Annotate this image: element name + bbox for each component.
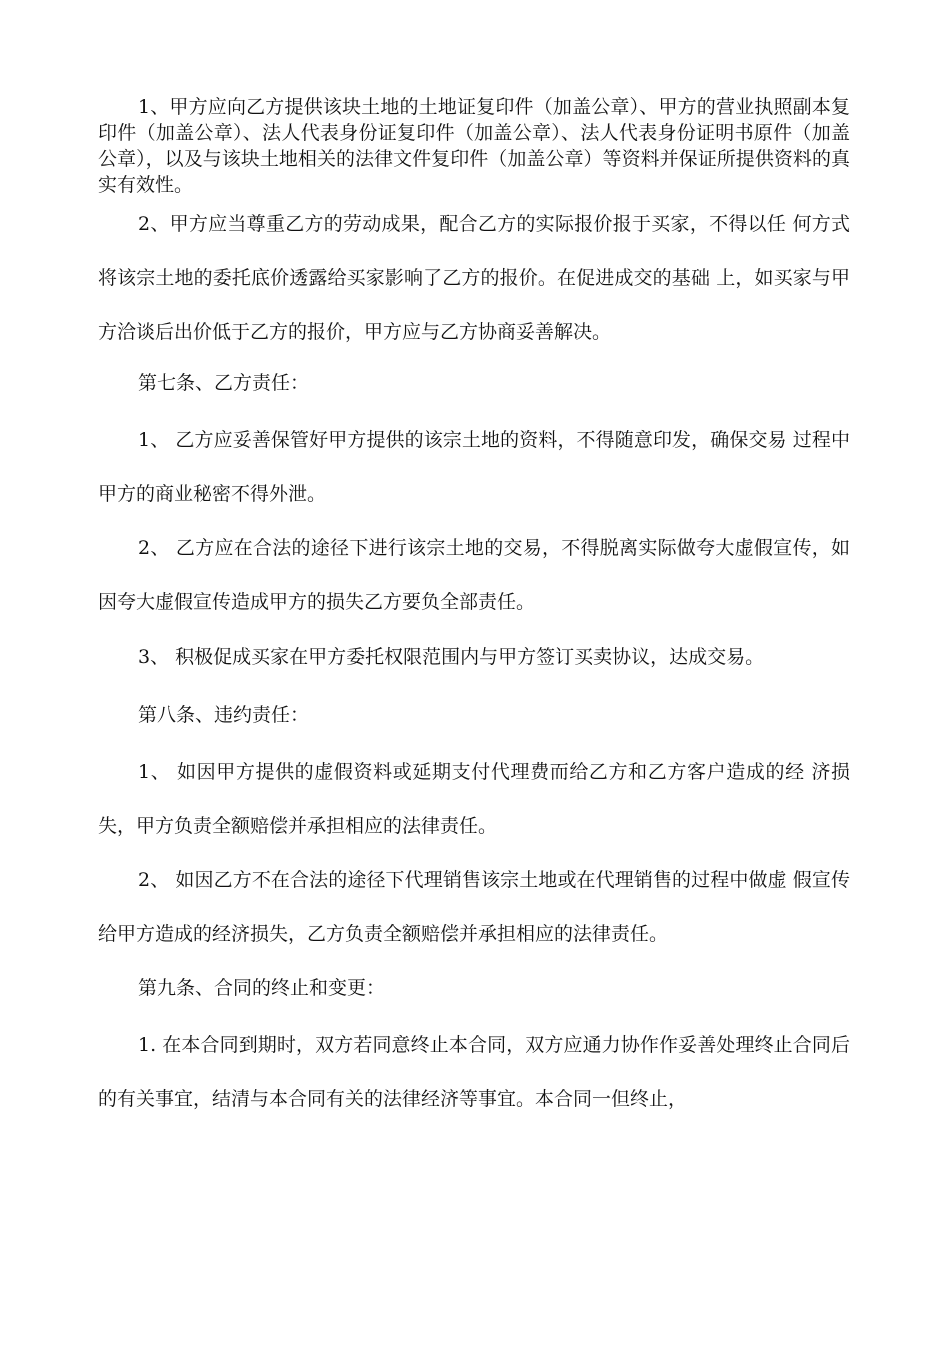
section-heading-article-9 [98,975,850,1001]
paragraph-text: 1. 在本合同到期时，双方若同意终止本合同，双方应通力协作作妥善处理终止合同后的有关事宜，结清与本合同有关的法律经济等事宜。本合同一但终止， [98,1034,850,1110]
paragraph-breach-party-a [98,745,850,853]
paragraph-party-b-safekeeping [98,413,850,521]
paragraph-text: 2、 乙方应在合法的途径下进行该宗土地的交易，不得脱离实际做夸大虚假宣传，如因夸大虚假宣传造成甲方的损失乙方要负全部责任。 [98,537,850,613]
paragraph-text: 1、 如因甲方提供的虚假资料或延期支付代理费而给乙方和乙方客户造成的经 济损失，甲方负责全额赔偿并承担相应的法律责任。 [98,761,850,837]
paragraph-party-b-legal [98,521,850,629]
paragraph-text: 2、 如因乙方不在合法的途径下代理销售该宗土地或在代理销售的过程中做虚 假宣传给甲方造成的经济损失，乙方负责全额赔偿并承担相应的法律责任。 [98,869,850,945]
paragraph-text: 3、 积极促成买家在甲方委托权限范围内与甲方签订买卖协议，达成交易。 [138,646,765,668]
section-heading-article-7 [98,370,850,396]
paragraph-termination [98,1018,850,1126]
paragraph-party-a-documents [98,94,850,198]
section-heading-article-8 [98,702,850,728]
paragraph-breach-party-b [98,853,850,961]
heading-text: 第七条、乙方责任： [138,372,310,394]
paragraph-text: 2、甲方应当尊重乙方的劳动成果，配合乙方的实际报价报于买家，不得以任 何方式将该宗土地的委托底价透露给买家影响了乙方的报价。在促进成交的基础 上，如买家与甲方洽谈后出价低于乙方的报价，甲方应与乙方协商妥善解决。 [98,213,850,343]
heading-text: 第九条、合同的终止和变更： [138,977,386,999]
paragraph-text: 1、 乙方应妥善保管好甲方提供的该宗土地的资料，不得随意印发，确保交易 过程中甲方的商业秘密不得外泄。 [98,429,850,505]
paragraph-party-b-promote [98,644,850,670]
heading-text: 第八条、违约责任： [138,704,310,726]
paragraph-text: 1、甲方应向乙方提供该块土地的土地证复印件（加盖公章）、甲方的营业执照副本复印件（加盖公章）、法人代表身份证复印件（加盖公章）、法人代表身份证明书原件（加盖公章），以及与该块土地相关的法律文件复印件（加盖公章）等资料并保证所提供资料的真实有效性。 [98,96,850,196]
paragraph-party-a-respect [98,197,850,359]
